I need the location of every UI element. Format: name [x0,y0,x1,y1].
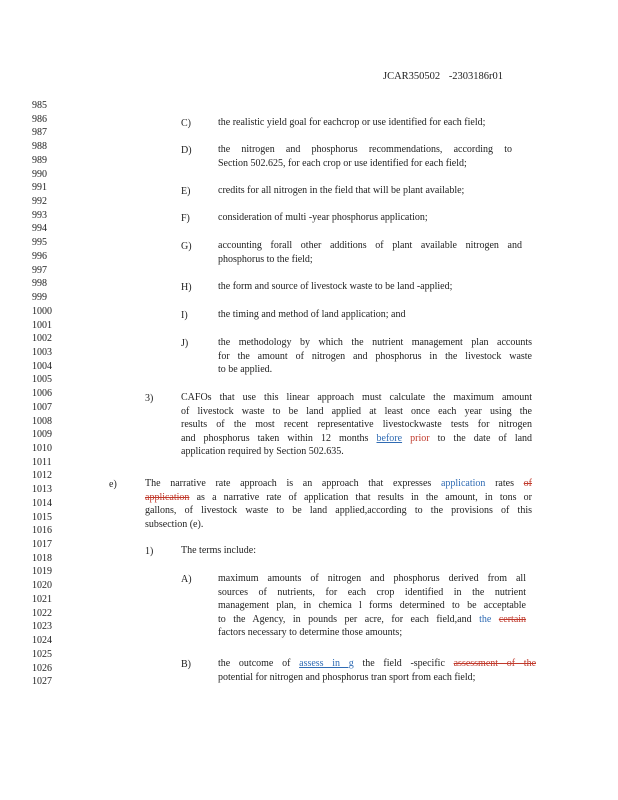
line-number: 1018 [32,552,52,564]
deleted-text: certain [498,613,527,625]
line-number: 989 [32,154,47,166]
document-header [383,71,503,82]
line-number: 1013 [32,484,52,496]
item-e-upper-text: credits for all nitrogen in the field that will be plant available; [218,185,465,196]
line-number: 1015 [32,511,52,523]
line-number: 987 [32,127,47,139]
line-number: 1000 [32,305,52,317]
line-number: 1012 [32,470,52,482]
line-number: 1001 [32,319,52,331]
line-number: 986 [32,113,47,125]
line-number: 997 [32,264,47,276]
line-number: 1008 [32,415,52,427]
line-number: 1005 [32,374,52,386]
line-number: 992 [32,196,47,208]
deleted-text: application [145,491,190,503]
item-label-1: 1) [145,546,154,557]
item-g-text: accounting forall other additions of plant available nitrogen and phosphorus to the field; [218,240,522,265]
line-number: 1017 [32,539,52,551]
line-number: 1023 [32,621,52,633]
item-d-text: the nitrogen and phosphorus recommendations, according to Section 502.625, for each crop or use identified for each field; [218,144,512,169]
line-number: 990 [32,168,47,180]
line-number: 1022 [32,607,52,619]
line-number: 985 [32,100,47,111]
line-number: 994 [32,223,47,235]
item-label-i: I) [181,310,188,321]
item-label-a: A) [181,574,192,585]
line-number: 998 [32,278,47,290]
item-label-b: B) [181,659,191,670]
line-number: 991 [32,182,47,194]
item-j-text: the methodology by which the nutrient management plan accounts for the amount of nitrogen and phosphorus in the livestock waste to be applied. [218,337,532,376]
line-number: 1021 [32,593,52,605]
line-number: 1004 [32,360,52,372]
inserted-text: assess in g [299,658,354,669]
line-number: 988 [32,141,47,153]
deleted-text: assessment of the [453,658,537,669]
inserted-text: prior [410,432,430,444]
line-number: 1003 [32,346,52,358]
item-label-3: 3) [145,393,154,404]
line-number: 1025 [32,648,52,660]
doc-version: -2303186r01 [448,71,504,82]
item-label-e-lower: e) [109,479,117,490]
line-number: 1019 [32,566,52,578]
item-label-e-upper: E) [181,186,191,197]
line-number: 1006 [32,388,52,400]
item-e-lower-text: The narrative rate approach is an approach that expresses application rates of application as a narrative rate of application that results in the amount, in tons or gallons, of livestock waste to be land applied,according to the provisions of this subsection (e). [145,478,533,530]
line-number: 1007 [32,401,52,413]
deleted-text: before [376,432,403,444]
line-number: 996 [32,250,47,262]
item-a-text: maximum amounts of nitrogen and phosphorus derived from all sources of nutrients, for each crop identified in the nutrient management plan, in chemica l forms determined to be acceptable to the Agency, in pounds per acre, for each field,and the certain factors necessary to determine those amounts; [218,573,527,639]
line-number: 1027 [32,676,52,688]
inserted-text: application [440,478,486,489]
line-number: 995 [32,237,47,249]
item-1-text: The terms include: [181,545,256,556]
item-b-text: the outcome of assess in g the field -specific assessment of the potential for nitrogen and phosphorus tran sport from each field; [218,658,537,683]
line-number: 999 [32,292,47,304]
line-number: 1026 [32,662,52,674]
line-number: 1016 [32,525,52,537]
line-number: 1020 [32,580,52,592]
doc-id: JCAR350502 [383,71,441,82]
item-3-text: CAFOs that use this linear approach must calculate the maximum amount of livestock waste to be land applied at least once each year using the results of the most recent representative livestockwaste tests for nitrogen and phosphorus taken within 12 months before prior to the date of land application required by Section 502.635. [181,392,533,458]
inserted-text: the [479,613,492,625]
item-label-c: C) [181,118,191,129]
item-label-h: H) [181,282,192,293]
line-number: 1014 [32,497,52,509]
item-label-f: F) [181,213,190,224]
item-label-g: G) [181,241,192,252]
item-c-text: the realistic yield goal for eachcrop or use identified for each field; [218,117,486,128]
item-f-text: consideration of multi -year phosphorus application; [218,212,428,223]
item-label-d: D) [181,145,192,156]
item-label-j: J) [181,338,189,349]
line-number: 1011 [32,456,52,468]
line-number: 1010 [32,443,52,454]
deleted-text: of [523,478,533,489]
line-number: 1024 [32,635,52,647]
item-i-text: the timing and method of land application; and [218,309,406,320]
line-number: 1009 [32,429,52,441]
line-number: 993 [32,209,47,221]
line-number: 1002 [32,333,52,345]
item-h-text: the form and source of livestock waste to be land -applied; [218,281,453,292]
